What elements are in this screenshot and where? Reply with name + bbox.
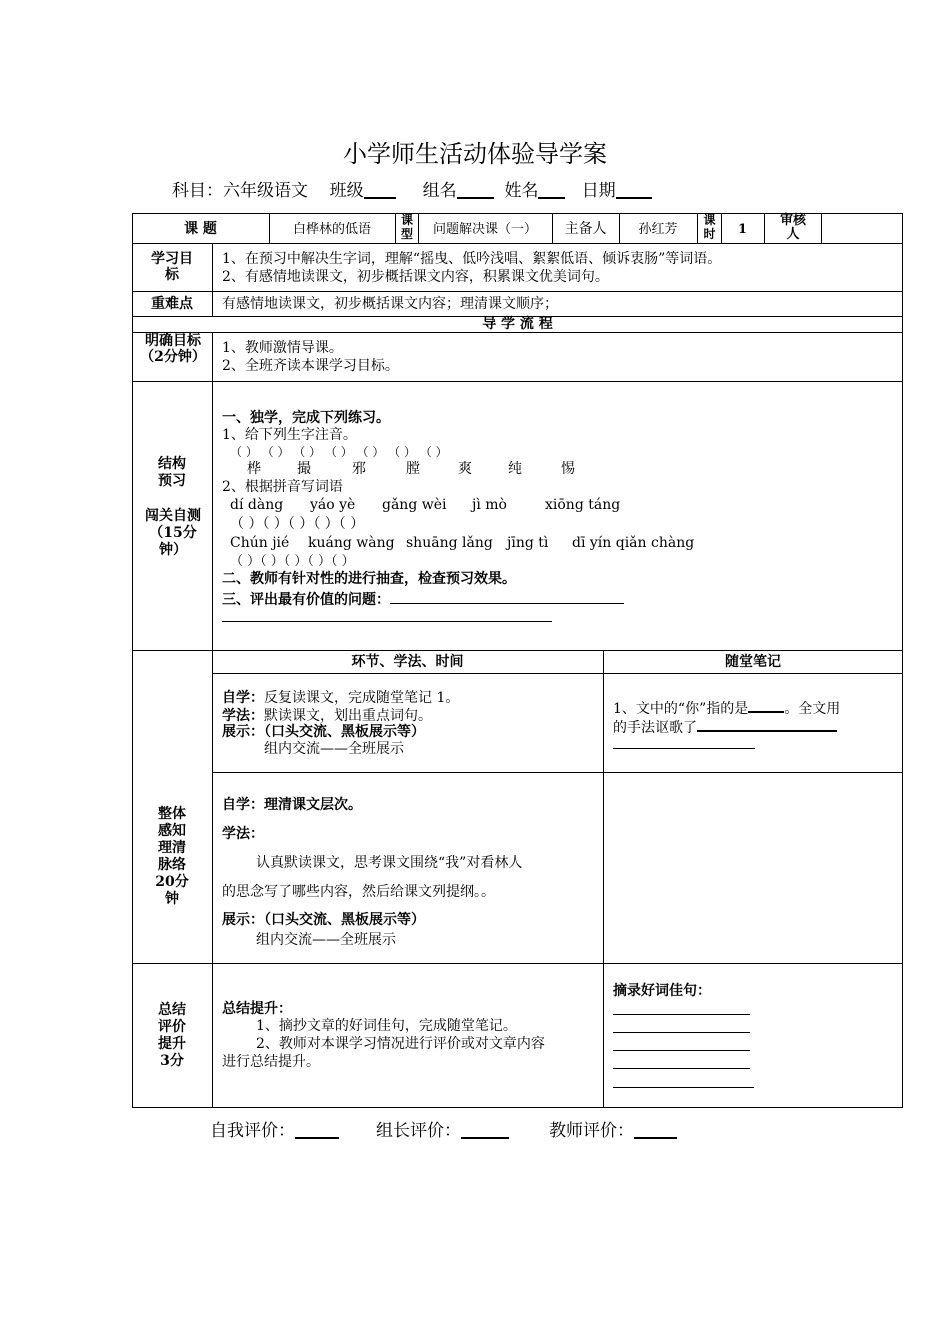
summary-item1: 1、摘抄文章的好词佳句，完成随堂笔记。 bbox=[256, 1018, 517, 1034]
char-item: 纯 bbox=[508, 461, 522, 477]
col1-header: 环节、学法、时间 bbox=[351, 654, 464, 670]
preparer-value: 孙红芳 bbox=[638, 222, 678, 237]
pinyin-item: gǎng wèi bbox=[382, 497, 447, 513]
row-divider bbox=[132, 332, 903, 333]
leader-eval: 组长评价： bbox=[376, 1116, 509, 1141]
pinyin-item: shuāng lǎng bbox=[406, 535, 493, 551]
type-label: 课型 bbox=[400, 213, 413, 241]
class-blank[interactable] bbox=[364, 181, 396, 199]
preview-q1: 1、给下列生字注音。 bbox=[222, 427, 357, 443]
char-item: 膛 bbox=[406, 461, 420, 477]
block1-self: 自学：反复读课文，完成随堂笔记 1。 bbox=[222, 690, 460, 706]
block1-method: 学法：默读课文，划出重点词句。 bbox=[222, 708, 432, 724]
pinyin-item: xiōng táng bbox=[545, 497, 621, 513]
clarify-item: 2、全班齐读本课学习目标。 bbox=[222, 358, 399, 374]
name-blank[interactable] bbox=[538, 181, 565, 199]
col-divider bbox=[212, 332, 213, 1108]
char-item: 撮 bbox=[297, 461, 311, 477]
group-blank[interactable] bbox=[457, 181, 494, 199]
topic-value: 白桦林的低语 bbox=[292, 222, 371, 237]
col-divider bbox=[764, 213, 765, 243]
pinyin-item: dī yín qiǎn chàng bbox=[572, 535, 695, 551]
note-blank[interactable] bbox=[748, 697, 784, 713]
teacher-eval: 教师评价： bbox=[549, 1116, 677, 1141]
reviewer-label: 审核人 bbox=[779, 213, 806, 242]
summary-item2-cont: 进行总结提升。 bbox=[222, 1054, 320, 1070]
preview-line4: 三、评出最有价值的问题： bbox=[222, 589, 624, 609]
row-divider bbox=[132, 381, 903, 382]
block2-text1: 认真默读课文，思考课文围绕“我”对看林人 bbox=[256, 855, 523, 871]
difficulties-label: 重难点 bbox=[151, 296, 193, 312]
blank-row[interactable]: （ ）（ ）（ ）（ ）（ ） bbox=[230, 554, 355, 569]
pinyin-paren-row[interactable]: （ ） （ ） （ ） （ ） （ ） （ ） （ ） bbox=[230, 445, 448, 459]
row-divider bbox=[212, 673, 903, 674]
clarify-item: 1、教师激情导课。 bbox=[222, 340, 343, 356]
selftest-label: 闯关自测（15分钟） bbox=[145, 508, 201, 558]
note-line[interactable] bbox=[613, 748, 755, 749]
char-item: 桦 bbox=[247, 461, 261, 477]
row-divider bbox=[132, 650, 903, 651]
block1-show-text: 组内交流——全班展示 bbox=[264, 741, 404, 757]
preview-label: 结构预习 bbox=[158, 456, 186, 489]
summary-label: 总结评价提升3分 bbox=[158, 1002, 186, 1069]
block2-show: 展示：（口头交流、黑板展示等） bbox=[222, 912, 425, 928]
overall-label: 整体感知理清脉络20分钟 bbox=[155, 806, 189, 907]
flow-header: 导 学 流 程 bbox=[482, 316, 553, 332]
hours-label: 课时 bbox=[703, 213, 716, 241]
pinyin-item: dí dàng bbox=[230, 497, 284, 513]
block2-text2: 的思念写了哪些内容，然后给课文列提纲。。 bbox=[222, 884, 495, 900]
date-blank[interactable] bbox=[616, 181, 652, 199]
date-label: 日期 bbox=[581, 181, 616, 201]
row-divider bbox=[212, 772, 903, 773]
col-divider bbox=[603, 650, 604, 1108]
char-item: 爽 bbox=[458, 461, 472, 477]
difficulties-text: 有感情地读课文，初步概括课文内容；理清课文顺序； bbox=[222, 296, 558, 312]
question-blank[interactable] bbox=[390, 589, 624, 604]
name-label: 姓名 bbox=[504, 181, 539, 201]
excerpt-line[interactable] bbox=[613, 1050, 750, 1051]
pinyin-item: jì mò bbox=[472, 497, 507, 513]
type-value: 问题解决课（一） bbox=[432, 222, 537, 237]
teacher-eval-blank[interactable] bbox=[634, 1121, 677, 1139]
subject-line bbox=[172, 176, 652, 201]
summary-item2: 2、教师对本课学习情况进行评价或对文章内容 bbox=[256, 1036, 545, 1052]
page-title: 小学师生活动体验导学案 bbox=[343, 140, 607, 168]
block2-method: 学法： bbox=[222, 826, 264, 842]
blank-row[interactable]: （ ）（ ）（ ）（ ）（ ） bbox=[230, 516, 365, 532]
note1-line2: 的手法讴歌了 bbox=[613, 716, 837, 737]
col-divider bbox=[212, 243, 213, 316]
objective-item: 2、有感情地读课文，初步概括课文内容，积累课文优美词句。 bbox=[222, 269, 609, 285]
preparer-label: 主备人 bbox=[564, 221, 607, 237]
pinyin-item: Chún jié bbox=[230, 535, 290, 551]
group-label: 组名 bbox=[422, 181, 457, 201]
excerpt-line[interactable] bbox=[613, 1032, 750, 1033]
answer-line[interactable] bbox=[222, 621, 552, 622]
col-divider bbox=[821, 213, 822, 243]
objectives-label: 学习目标 bbox=[151, 251, 193, 283]
excerpt-line[interactable] bbox=[613, 1068, 750, 1069]
note-blank[interactable] bbox=[697, 716, 837, 732]
self-eval-blank[interactable] bbox=[295, 1121, 339, 1139]
self-eval: 自我评价： bbox=[210, 1116, 339, 1141]
block2-self: 自学：理清课文层次。 bbox=[222, 797, 362, 813]
class-label: 班级 bbox=[329, 181, 364, 201]
char-item: 惕 bbox=[561, 461, 575, 477]
note1-line1: 1、文中的“你”指的是 。全文用 bbox=[613, 697, 840, 718]
pinyin-item: jīng tì bbox=[507, 535, 549, 551]
row-divider bbox=[132, 963, 903, 964]
preview-line3: 二、教师有针对性的进行抽查，检查预习效果。 bbox=[222, 571, 516, 587]
preview-q2: 2、根据拼音写词语 bbox=[222, 479, 343, 495]
leader-eval-blank[interactable] bbox=[461, 1121, 509, 1139]
excerpt-line[interactable] bbox=[613, 1014, 750, 1015]
pinyin-item: yáo yè bbox=[310, 497, 356, 513]
excerpt-line[interactable] bbox=[613, 1087, 754, 1088]
excerpt-heading: 摘录好词佳句： bbox=[613, 983, 711, 999]
clarify-label: 明确目标（2分钟） bbox=[140, 333, 206, 365]
row-divider bbox=[132, 243, 903, 244]
block1-show: 展示：（口头交流、黑板展示等） bbox=[222, 724, 425, 740]
char-item: 邪 bbox=[352, 461, 366, 477]
col2-header: 随堂笔记 bbox=[725, 654, 781, 670]
row-divider bbox=[132, 291, 903, 292]
pinyin-item: kuáng wàng bbox=[308, 535, 395, 551]
block2-show-text: 组内交流——全班展示 bbox=[256, 932, 396, 948]
hours-value: 1 bbox=[737, 222, 748, 237]
preview-heading: 一、独学，完成下列练习。 bbox=[222, 410, 390, 426]
summary-heading: 总结提升： bbox=[222, 1001, 292, 1017]
objective-item: 1、在预习中解决生字词，理解“摇曳、低吟浅唱、絮絮低语、倾诉衷肠”等词语。 bbox=[222, 251, 722, 267]
topic-label: 课 题 bbox=[184, 221, 217, 237]
subject-label: 科目：六年级语文 bbox=[172, 181, 308, 201]
